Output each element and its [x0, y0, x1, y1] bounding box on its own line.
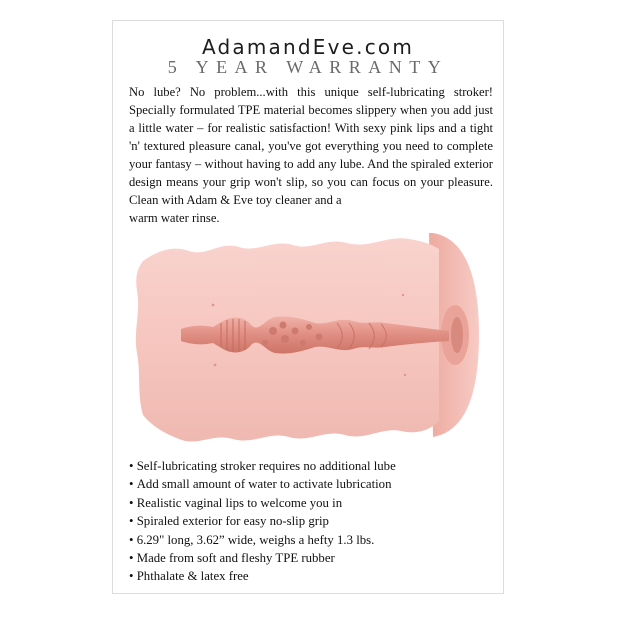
- brand-title: AdamandEve.com: [201, 35, 415, 59]
- description-tail: warm water rinse.: [129, 211, 220, 225]
- description-text: No lube? No problem...with this unique self-lubricating stroker! Specially formulated TPE material becomes slippery when you add just a little water – for realistic satisfaction! With sexy pink lips and a tight 'n' textured pleasure canal, you've got everything you need to complete your fantasy – without having to add any lube. And the spiraled exterior design means your grip won't slip, so you can focus on your pleasure. Clean with Adam & Eve toy cleaner and a: [129, 85, 493, 207]
- feature-list: [129, 457, 493, 586]
- feature-item: • Made from soft and fleshy TPE rubber: [129, 549, 493, 567]
- feature-item: • Spiraled exterior for easy no-slip grip: [129, 512, 493, 530]
- feature-item: • Self-lubricating stroker requires no additional lube: [129, 457, 493, 475]
- product-info-card: [112, 20, 504, 594]
- feature-item: • 6.29" long, 3.62” wide, weighs a hefty 1.3 lbs.: [129, 531, 493, 549]
- feature-item: • Add small amount of water to activate lubrication: [129, 475, 493, 493]
- warranty-heading: 5 YEAR WARRANTY: [167, 57, 449, 77]
- feature-item: • Realistic vaginal lips to welcome you in: [129, 494, 493, 512]
- product-description: [129, 83, 493, 227]
- feature-item: • Phthalate & latex free: [129, 567, 493, 585]
- product-cross-section-image: [133, 225, 483, 447]
